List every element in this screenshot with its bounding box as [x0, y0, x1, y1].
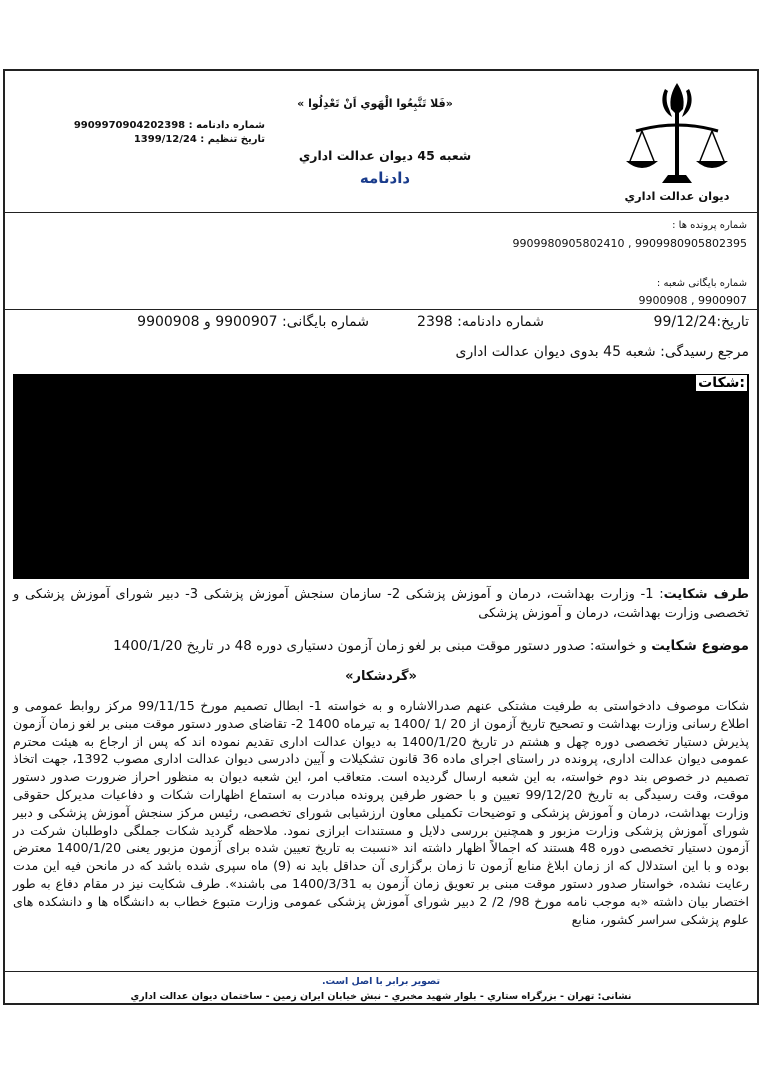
subject-label: موضوع شکایت — [651, 638, 749, 654]
court-emblem — [617, 79, 737, 209]
footer-divider — [5, 971, 757, 972]
branch-archive-label: شماره بایگانی شعبه : — [656, 278, 747, 289]
subject-paragraph — [13, 637, 749, 656]
redacted-block — [13, 374, 749, 579]
branch-archive-value: 9900908 , 9900907 — [638, 294, 747, 307]
body-paragraph: شکات موصوف دادخواستی به طرفیت مشتکی عنهم صدرالاشاره و به خواسته 1- ابطال تصمیم مورخ 99/11/15 مرکز روابط عمومی و اطلاع رسانی وزارت بهداشت و تصحیح تاریخ آزمون از 20 /1 /1400 به تیرماه 1400 2- تقاضای صدور دستور موقت مبنی بر لغو زمان آزمون پذیرش دستیار تخصصی دوره چهل و هشتم در تاریخ 1400/1/20 به دیوان عدالت اداری تقدیم نموده اند که پس از ارجاع به هیئت محترم عمومی دیوان عدالت اداری، پرونده در راستای اجرای ماده 36 قانون تشکیلات و آیین دادرسی دیوان عدالت اداری مصوب 1392، جهت اتخاذ تصمیم در خصوص بند دوم خواسته، به این شعبه ارسال گردیده است. متعاقب امر، این شعبه دیوان به منظور احراز ضرورت صدور دستور موقت، وقت رسیدگی به تاریخ 99/12/20 تعیین و با حضور طرفین پرونده مبادرت به استماع اظهارات شکات و دفاعیات مدیرکل حقوقی وزارت بهداشت، درمان و آموزش پزشکی و توضیحات تکمیلی معاون ارزشیابی شورای تخصصی، رئیس مرکز سنجش آموزش پزشکی و دبیر شورای آموزش پزشکی وزارت مزبور و همچنین بررسی دلایل و مستندات ابرازی نمود. ملاحظه گردید شکات جملگی داوطلبان شرکت در آزمون دستیار تخصصی دوره 48 هستند که اجمالاً اظهار داشته اند «نسبت به تاریخ تعیین شده برای آزمون مزبور یعنی 1400/1/20 معترض بوده و با این استدلال که از زمان ابلاغ منابع آزمون تا زمان برگزاری آن حداقل باید نه (9) ماه سپری شده باشد که در ما‌نحن فیه این مدت رعایت نشده، خواستار صدور دستور موقت مبنی بر تعویق زمان آزمون به 1400/3/31 می باشند». طرف شکایت نیز در مقام دفاع به طور اختصار بیان داشته «به موجب نامه مورخ 98/ 2/ 2 دبیر شورای آموزش پزشکی عمومی وزارت متبوع خطاب به دانشگاه ها و دانشکده های علوم پزشکی سراسر کشور، منابع — [13, 698, 750, 927]
verdict-number-line: شماره دادنامه : 9909970904202398 — [73, 120, 265, 131]
header-meta — [65, 119, 265, 147]
document-frame — [3, 69, 759, 1005]
scales-of-justice-icon — [622, 79, 732, 187]
info-row — [13, 314, 749, 334]
branch-title: شعبه 45 دیوان عدالت اداري — [298, 148, 472, 163]
file-numbers-value: 9909980905802410 , 9909980905802395 — [512, 237, 747, 250]
section-divider — [5, 309, 757, 310]
document-title: دادنامه — [359, 169, 411, 187]
court-name: دیوان عدالت اداري — [624, 189, 730, 203]
info-archive-number: شماره بایگانی: 9900907 و 9900908 — [137, 314, 369, 330]
issue-date-line: تاریخ تنظیم : 1399/12/24 — [133, 134, 265, 145]
defendant-paragraph — [13, 585, 749, 623]
subject-text: و خواسته: صدور دستور موقت مبنی بر لغو زمان آزمون دستیاری دوره 48 در تاریخ 1400/1/20 — [113, 638, 652, 654]
info-date: تاریخ:99/12/24 — [653, 314, 749, 330]
reference-authority: مرجع رسیدگی: شعبه 45 بدوی دیوان عدالت اداری — [455, 344, 749, 360]
defendant-label: طرف شکایت — [663, 587, 750, 602]
document-header — [5, 71, 757, 213]
report-title: «گردشکار» — [345, 669, 417, 684]
defendant-text: : 1- وزارت بهداشت، درمان و آموزش پزشکی 2- سازمان سنجش آموزش پزشکی 3- دبیر شورای آموزش پزشکی و تخصصی وزارت بهداشت، درمان و آموزش پزشکی — [13, 587, 749, 621]
certified-copy-note: تصویر برابر با اصل است. — [321, 976, 441, 987]
court-address: نشانی: تهران - بزرگراه ستاري - بلوار شهید مخبري - نبش خیابان ایران زمین - ساختمان دیوان عدالت اداري — [130, 991, 632, 1002]
info-verdict-number: شماره دادنامه: 2398 — [417, 314, 544, 330]
quran-verse: «فَلا تَتَّبِعُوا الْهَوي اَنْ تَعْدِلُوا » — [297, 97, 453, 110]
plaintiffs-label: شکات: — [698, 375, 745, 391]
file-numbers-label: شماره پرونده ها : — [672, 220, 747, 231]
